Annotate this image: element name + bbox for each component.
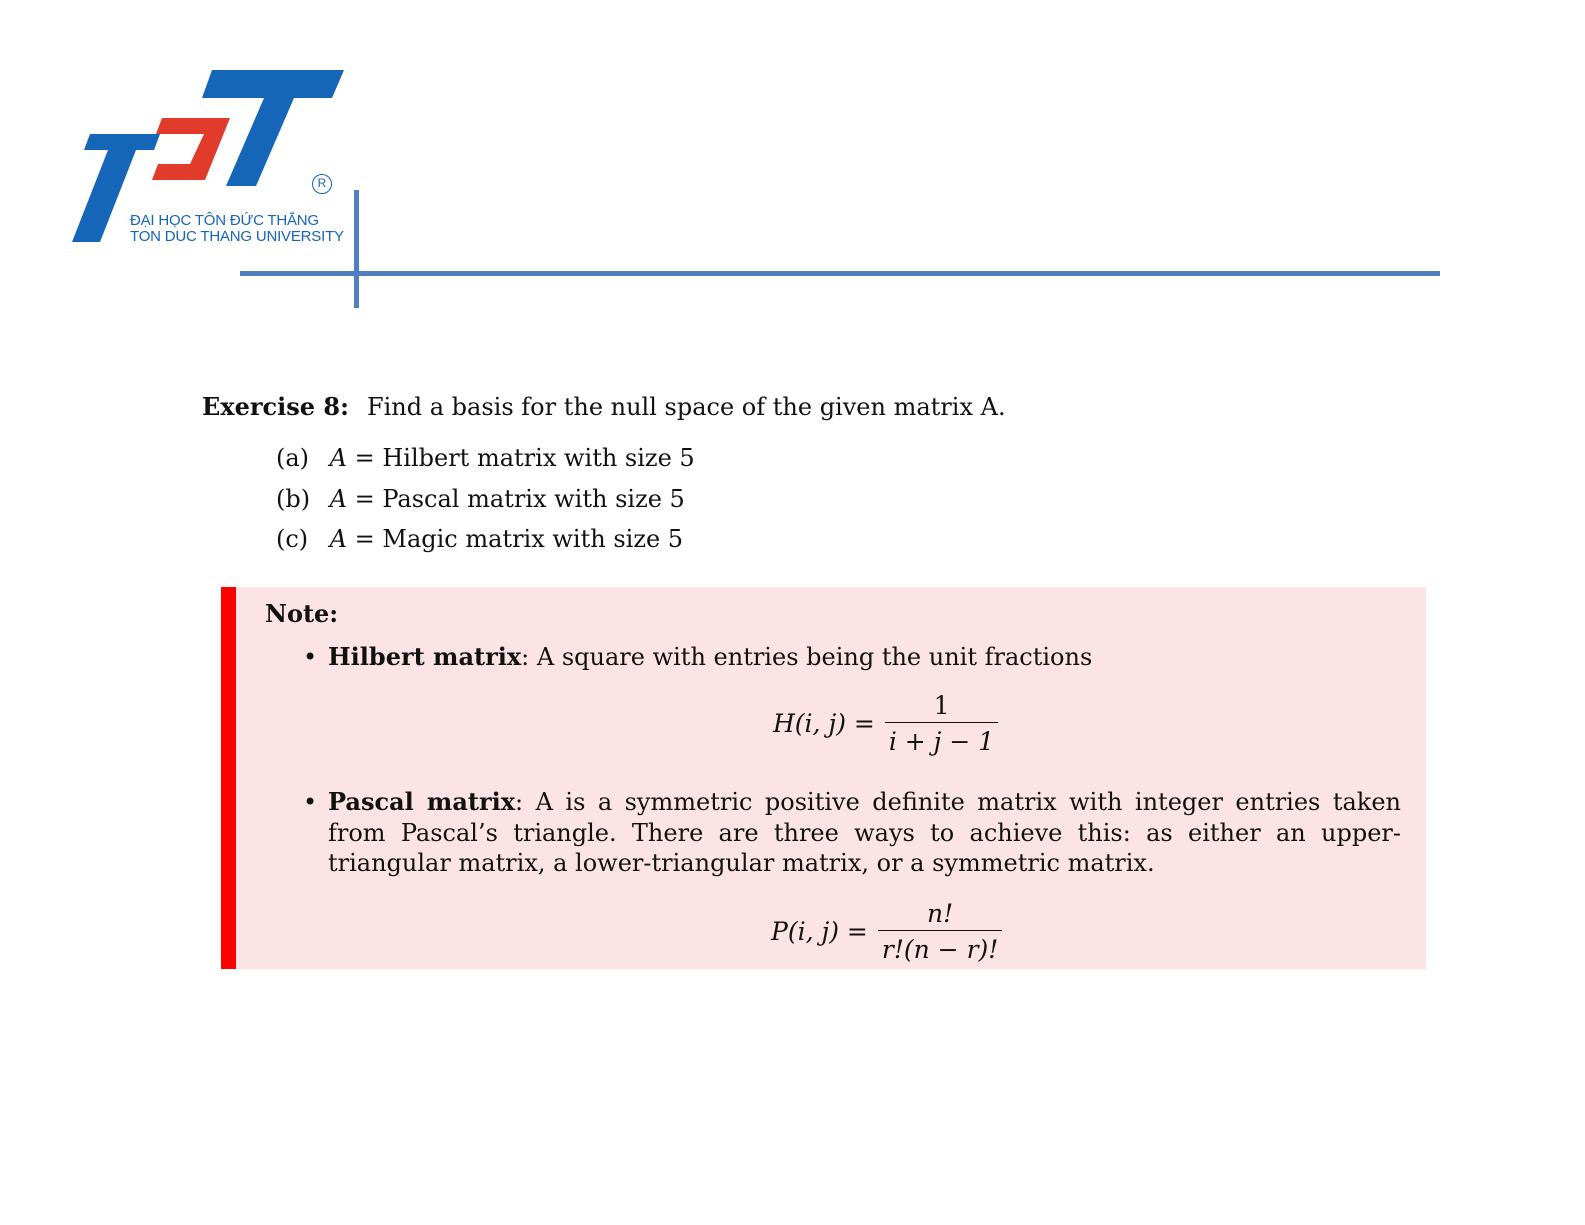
part-text: = Magic matrix with size 5 <box>354 525 684 553</box>
note-title: Note: <box>265 599 339 628</box>
formula-numerator: 1 <box>933 691 950 720</box>
note-item-text <box>328 787 1401 879</box>
header-vertical-rule <box>354 190 359 308</box>
part-variable: A <box>329 444 347 472</box>
formula-fraction <box>878 899 1002 964</box>
note-box <box>221 587 1426 969</box>
exercise-heading <box>202 392 1006 421</box>
formula-fraction <box>885 691 998 756</box>
logo-text-english: TON DUC THANG UNIVERSITY <box>130 228 344 245</box>
formula-lhs: H(i, j) = <box>773 709 875 738</box>
exercise-part <box>276 525 695 566</box>
pascal-formula <box>771 899 1002 964</box>
part-label: (b) <box>276 484 311 513</box>
note-term: Hilbert matrix <box>328 642 522 671</box>
part-text: = Hilbert matrix with size 5 <box>354 444 695 472</box>
exercise-label: Exercise 8: <box>202 392 349 421</box>
exercise-part <box>276 444 695 485</box>
part-label: (c) <box>276 525 309 553</box>
part-text: = Pascal matrix with size 5 <box>354 484 685 513</box>
note-item-text <box>328 642 1401 673</box>
exercise-part <box>276 485 695 526</box>
formula-denominator: r!(n − r)! <box>878 930 1002 964</box>
formula-denominator: i + j − 1 <box>885 722 998 756</box>
note-description: : A square with entries being the unit fractions <box>521 643 1093 671</box>
part-variable: A <box>329 525 347 553</box>
formula-lhs: P(i, j) = <box>771 917 868 946</box>
part-label: (a) <box>276 444 310 472</box>
part-variable: A <box>329 484 347 513</box>
header-horizontal-rule <box>240 271 1440 276</box>
registered-mark: R <box>312 174 332 194</box>
hilbert-formula <box>773 691 998 756</box>
note-term: Pascal matrix <box>328 787 516 816</box>
logo-text-vietnamese: ĐẠI HỌC TÔN ĐỨC THẮNG <box>130 212 319 229</box>
bullet-dot-icon: • <box>303 788 318 816</box>
exercise-parts-list <box>276 444 695 566</box>
exercise-prompt: Find a basis for the null space of the given matrix A. <box>366 393 1006 421</box>
note-description: : A is a symmetric positive definite matrix with integer entries taken from Pascal’s triangle. There are three ways to achieve this: as either an upper-triangular matrix, a lower-triangular matrix, or a symmetric matrix. <box>328 788 1401 877</box>
bullet-dot-icon: • <box>303 643 318 671</box>
university-logo <box>70 68 350 248</box>
formula-numerator: n! <box>927 899 954 928</box>
